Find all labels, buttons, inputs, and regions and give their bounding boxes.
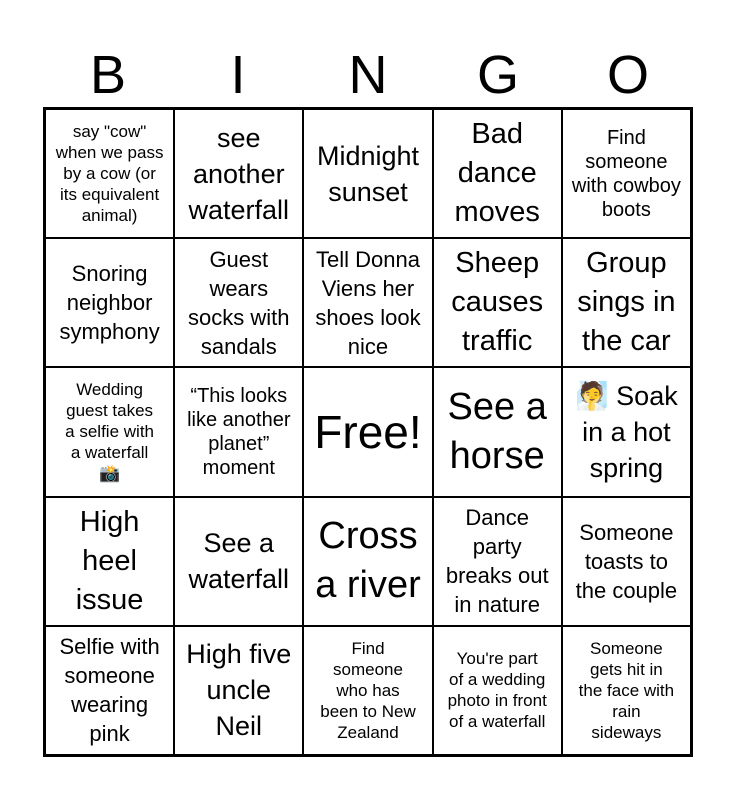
cell-text: See a waterfall [188,528,290,595]
bingo-cell-r5-c4[interactable] [433,626,562,755]
header-letter-i: I [230,45,246,105]
bingo-cell-r4-c5[interactable] [562,497,691,626]
header-letter-o: O [606,45,649,105]
cell-text: Snoring neighbor symphony [59,261,160,345]
bingo-cell-r3-c1[interactable] [45,367,174,496]
cell-text: Dance party breaks out in nature [445,505,549,618]
header-letter-b: B [89,45,127,105]
cell-text: see another waterfall [188,122,290,225]
bingo-cell-r5-c1[interactable] [45,626,174,755]
cell-text: High heel issue [75,505,144,616]
bingo-cell-free[interactable] [303,367,432,496]
bingo-cell-r1-c2[interactable] [174,109,303,238]
header-letter-n: N [348,45,388,105]
bingo-cell-r4-c1[interactable] [45,497,174,626]
cell-text: Group sings in the car [577,247,676,358]
header-letter-g: G [476,45,519,105]
bingo-cell-r4-c2[interactable] [174,497,303,626]
bingo-cell-r2-c5[interactable] [562,238,691,367]
cell-text: Midnight sunset [316,140,420,207]
bingo-cell-r5-c2[interactable] [174,626,303,755]
cell-text: Selfie with someone wearing pink [59,634,160,747]
bingo-cell-r5-c3[interactable] [303,626,432,755]
bingo-cell-r5-c5[interactable] [562,626,691,755]
cell-text: Cross a river [315,515,421,607]
bingo-cell-r1-c5[interactable] [562,109,691,238]
bingo-cell-r4-c4[interactable] [433,497,562,626]
bingo-cell-r3-c2[interactable] [174,367,303,496]
cell-text: High five uncle Neil [186,639,292,742]
bingo-cell-r1-c1[interactable] [45,109,174,238]
bingo-cell-r1-c4[interactable] [433,109,562,238]
cell-text: Find someone who has been to New Zealand [320,638,416,742]
bingo-header [43,42,693,108]
cell-text: Free! [314,405,422,458]
cell-text: Bad dance moves [454,118,540,229]
cell-text: Wedding guest takes a selfie with a waterfall 📸 [65,380,154,484]
bingo-cell-r2-c2[interactable] [174,238,303,367]
bingo-grid [43,107,693,757]
bingo-cell-r2-c4[interactable] [433,238,562,367]
cell-text: Someone toasts to the couple [575,519,678,603]
cell-text: Tell Donna Viens her shoes look nice [315,246,421,359]
bingo-cell-r3-c5[interactable] [562,367,691,496]
bingo-cell-r2-c1[interactable] [45,238,174,367]
cell-text: 🧖 Soak in a hot spring [575,380,678,483]
cell-text: Someone gets hit in the face with rain sideways [578,638,675,742]
cell-text: Guest wears socks with sandals [188,246,290,359]
cell-text: “This looks like another planet” moment [187,384,291,479]
bingo-cell-r3-c4[interactable] [433,367,562,496]
cell-text: You're part of a wedding photo in front of a waterfall [447,649,547,732]
cell-text: say "cow" when we pass by a cow (or its equivalent animal) [55,122,164,226]
cell-text: Find someone with cowboy boots [571,126,681,221]
cell-text: See a horse [447,385,547,477]
cell-text: Sheep causes traffic [451,247,544,358]
bingo-cell-r4-c3[interactable] [303,497,432,626]
bingo-cell-r2-c3[interactable] [303,238,432,367]
bingo-cell-r1-c3[interactable] [303,109,432,238]
